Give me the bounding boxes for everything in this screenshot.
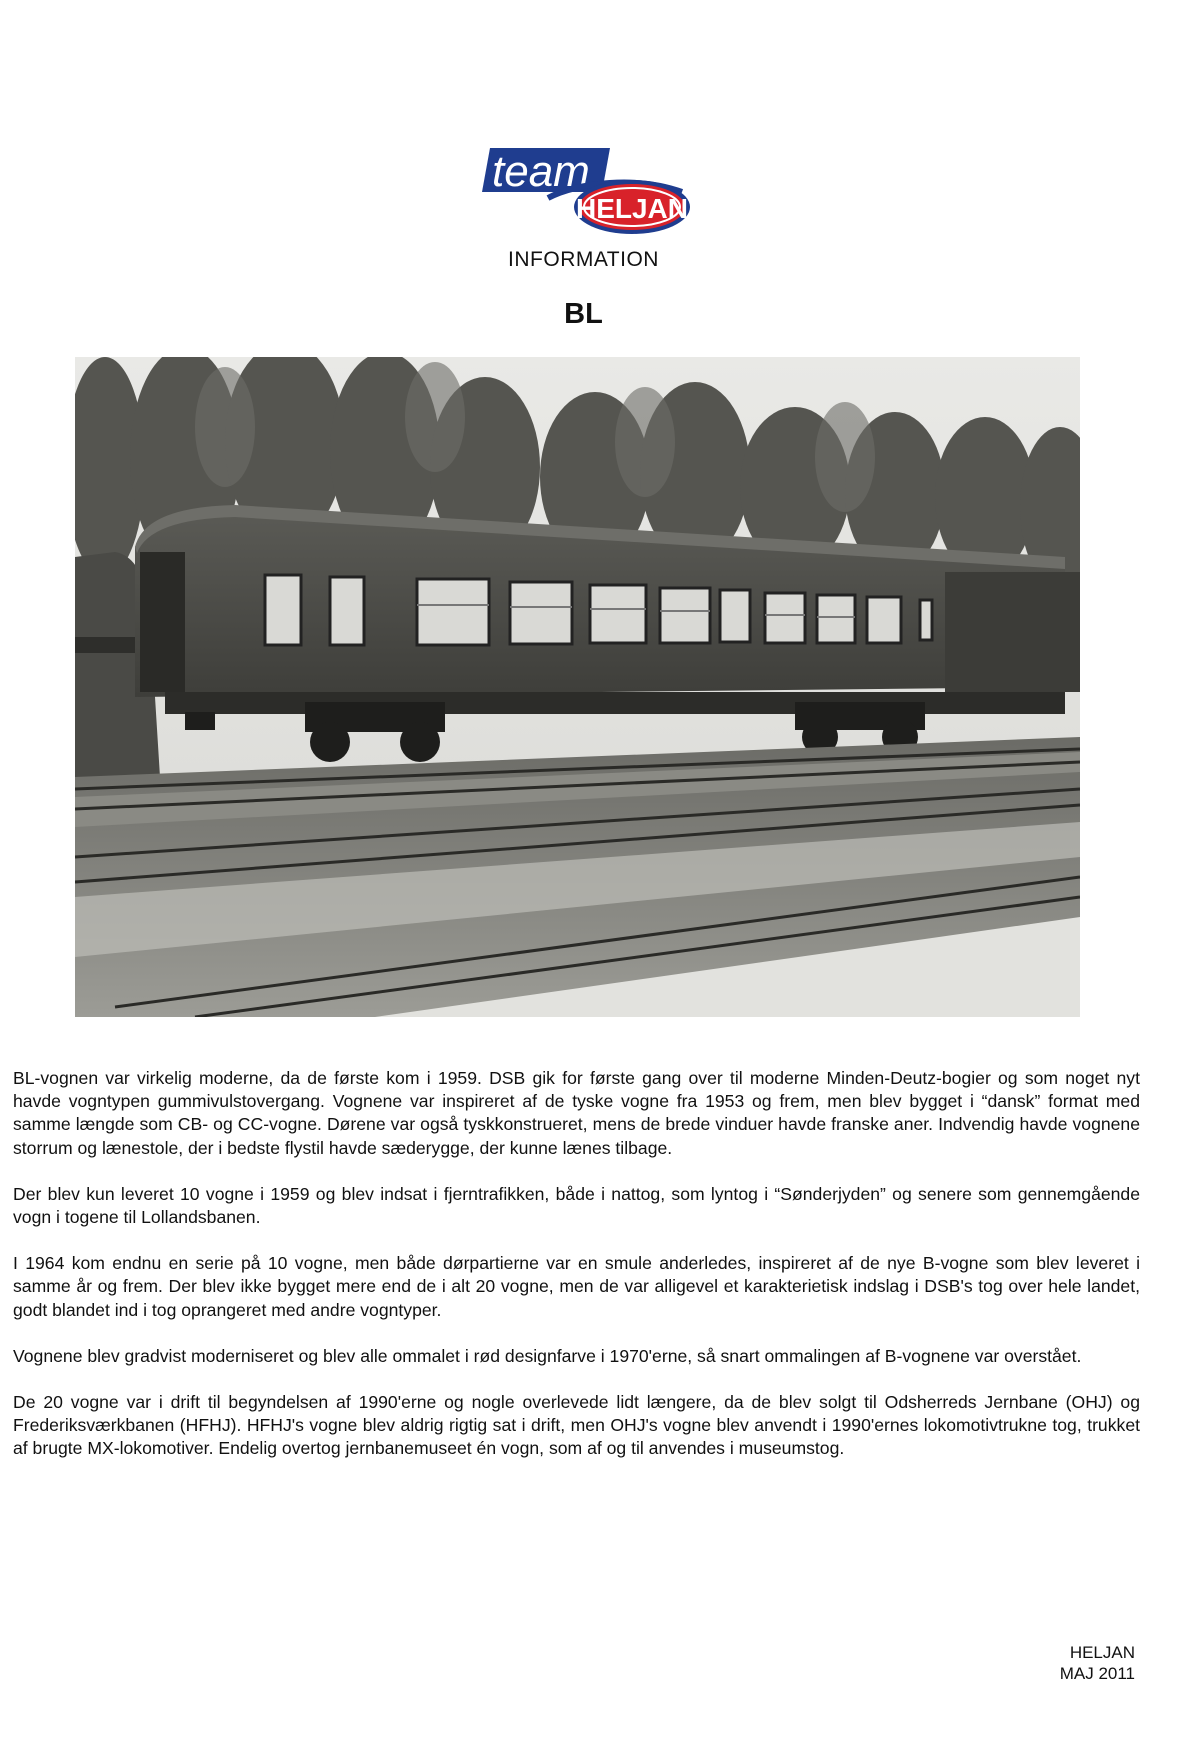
- paragraph: I 1964 kom endnu en serie på 10 vogne, men både dørpartierne var en smule anderledes, inspireret af de nye B-vogne som blev leveret i samme år og frem. Der blev ikke bygget mere end de i alt 20 vogne, men de var alligevel et karakterietisk indslag i DSB's tog over hele landet, godt blandet ind i tog oprangeret med andre vogntyper.: [13, 1253, 1140, 1320]
- signature-date: MAJ 2011: [1059, 1664, 1135, 1683]
- paragraph: Vognene blev gradvist moderniseret og blev alle ommalet i rød designfarve i 1970'erne, så snart ommalingen af B-vognene var overstået.: [13, 1345, 1082, 1366]
- logo-team-text: team: [492, 147, 590, 196]
- article-body: [13, 1067, 1140, 1484]
- signature-company: HELJAN: [1069, 1643, 1135, 1662]
- section-label: INFORMATION: [508, 248, 659, 271]
- paragraph: De 20 vogne var i drift til begyndelsen af 1990'erne og nogle overlevede lidt længere, da de blev solgt til Odsherreds Jernbane (OHJ) og Frederiksværkbanen (HFHJ). HFHJ's vogne blev aldrig rigtig sat i drift, men OHJ's vogne blev anvendt i 1990'ernes lokomotivtrukne tog, trukket af brugte MX-lokomotiver. Endelig overtog jernbanemuseet én vogn, som af og til anvendes i museumstog.: [13, 1392, 1140, 1459]
- signature-block: [1060, 1642, 1135, 1684]
- logo-heljan-text: HELJAN: [575, 193, 689, 224]
- railway-carriage-photo: [75, 357, 1080, 1017]
- paragraph: Der blev kun leveret 10 vogne i 1959 og blev indsat i fjerntrafikken, både i nattog, som lyntog i “Sønderjyden” og senere som gennemgående vogn i togene til Lollandsbanen.: [13, 1183, 1140, 1228]
- paragraph: BL-vognen var virkelig moderne, da de første kom i 1959. DSB gik for første gang over til moderne Minden-Deutz-bogier og som noget nyt havde vogntypen gummivulstovergang. Vognene var inspireret af de tyske vogne fra 1953 og frem, men blev bygget i “dansk” format med samme længde som CB- og CC-vogne. Dørene var også tyskkonstrueret, mens de brede vinduer havde franske aner. Indvendig havde vognene storrum og lænestole, der i bedste flystil havde sæderygge, der kunne lænes tilbage.: [13, 1068, 1140, 1158]
- page-title: BL: [564, 298, 603, 330]
- team-heljan-logo: [478, 140, 694, 240]
